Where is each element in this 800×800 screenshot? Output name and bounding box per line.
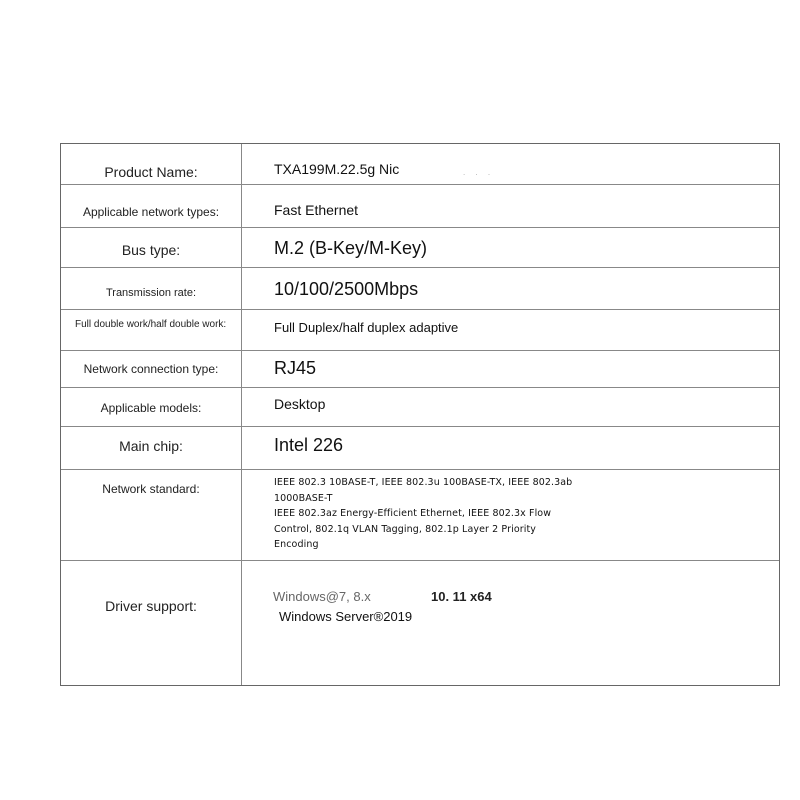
standard-line: IEEE 802.3 10BASE-T, IEEE 802.3u 100BASE-TX, IEEE 802.3ab xyxy=(274,477,573,488)
table-row-driver-support xyxy=(61,561,779,687)
label-transmission-rate: Transmission rate: xyxy=(105,287,197,299)
standard-line: Encoding xyxy=(274,539,319,550)
value-network-types: Fast Ethernet xyxy=(274,202,359,218)
label-models: Applicable models: xyxy=(100,401,202,415)
table-row-duplex xyxy=(61,310,779,351)
value-windows-versions: Windows@7, 8.x xyxy=(273,589,371,604)
table-row-network-types xyxy=(61,185,779,228)
label-main-chip: Main chip: xyxy=(119,438,183,454)
label-duplex: Full double work/half double work: xyxy=(75,319,227,330)
standard-line: 1000BASE-T xyxy=(274,492,333,504)
spec-table xyxy=(60,143,780,686)
value-windows-server: Windows Server®2019 xyxy=(279,609,413,624)
standard-line: Control, 802.1q VLAN Tagging, 802.1p Layer 2 Priority xyxy=(274,523,537,535)
value-connection-type: RJ45 xyxy=(274,358,317,378)
table-row-network-standard xyxy=(61,470,779,561)
value-models: Desktop xyxy=(274,396,326,412)
table-row-bus-type xyxy=(61,228,779,268)
table-row-transmission-rate xyxy=(61,268,779,310)
table-row-product-name xyxy=(61,144,779,185)
value-network-standard xyxy=(274,475,769,553)
label-connection-type: Network connection type: xyxy=(83,362,219,376)
value-bus-type: M.2 (B-Key/M-Key) xyxy=(274,238,428,258)
standard-line: IEEE 802.3az Energy-Efficient Ethernet, IEEE 802.3x Flow xyxy=(274,508,552,519)
label-bus-type: Bus type: xyxy=(121,242,181,258)
label-network-standard: Network standard: xyxy=(102,482,200,496)
value-product-name: TXA199M.22.5g Nic xyxy=(274,161,400,177)
value-windows-versions-bold: 10. 11 x64 xyxy=(431,589,492,604)
stray-dots: . . . xyxy=(463,168,495,177)
value-transmission-rate: 10/100/2500Mbps xyxy=(274,279,419,299)
value-duplex: Full Duplex/half duplex adaptive xyxy=(274,320,459,335)
label-product-name: Product Name: xyxy=(104,164,198,180)
label-driver-support: Driver support: xyxy=(105,598,197,614)
table-row-connection-type xyxy=(61,351,779,388)
value-main-chip: Intel 226 xyxy=(274,435,344,455)
table-row-models xyxy=(61,388,779,427)
label-network-types: Applicable network types: xyxy=(82,205,220,219)
table-row-main-chip xyxy=(61,427,779,470)
